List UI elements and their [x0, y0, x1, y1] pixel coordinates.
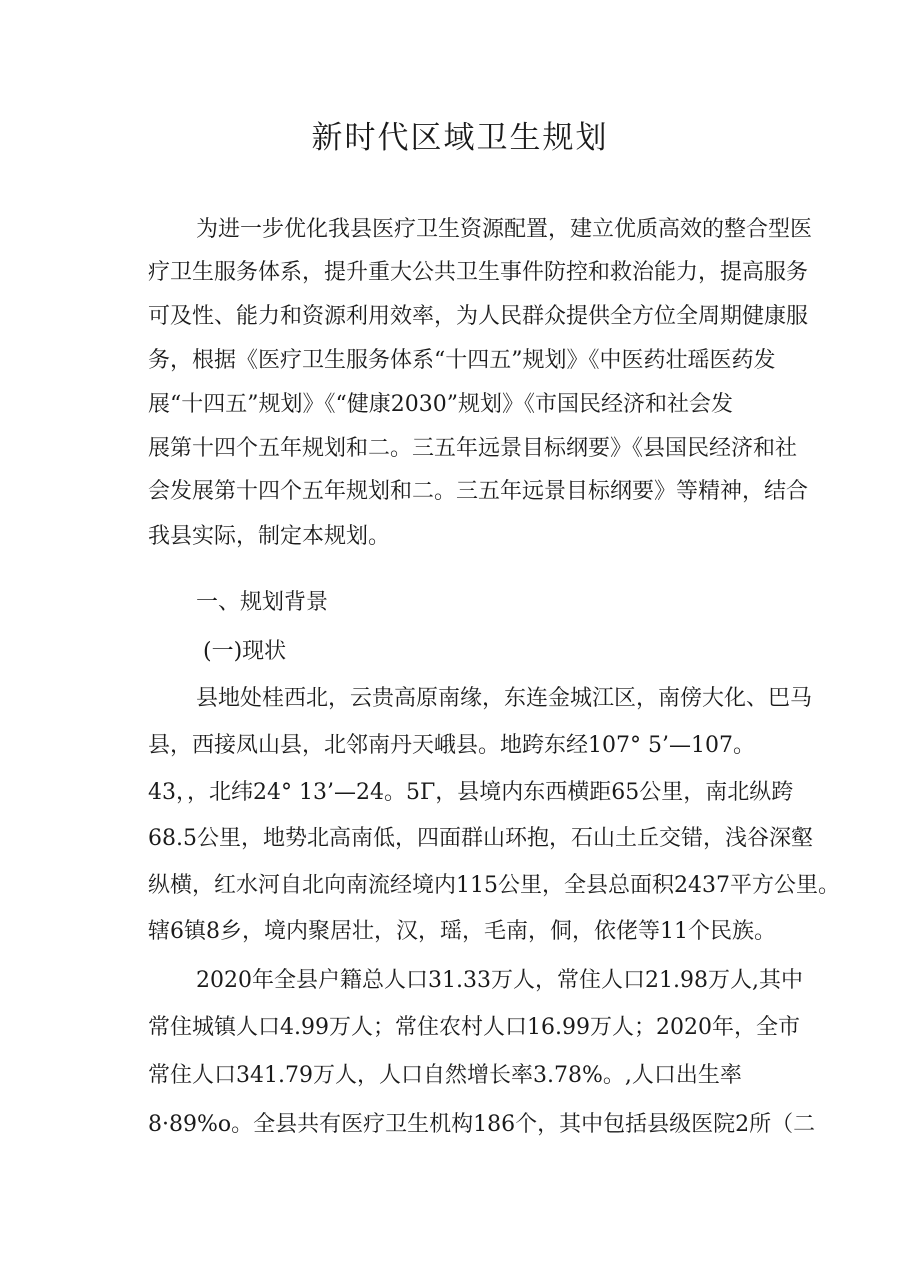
- status-line: 纵横，红水河自北向南流经境内115公里，全县总面积2437平方公里。: [148, 873, 840, 898]
- intro-line: 展第十四个五年规划和二。三五年远景目标纲要》《县国民经济和社: [148, 436, 798, 461]
- intro-line: 展“十四五”规划》《“健康2030”规划》《市国民经济和社会发: [148, 392, 733, 417]
- population-line: 8·89%o。全县共有医疗卫生机构186个，其中包括县级医院2所（二: [148, 1112, 816, 1137]
- intro-line: 我县实际，制定本规划。: [148, 524, 391, 549]
- status-line: 43，，北纬24° 13’—24。5Γ，县境内东西横距65公里，南北纵跨: [148, 780, 794, 805]
- status-line: 县，西接凤山县，北邻南丹天峨县。地跨东经107° 5’—107。: [148, 733, 755, 758]
- intro-line: 可及性、能力和资源利用效率，为人民群众提供全方位全周期健康服: [148, 304, 809, 329]
- status-line: 68.5公里，地势北高南低，四面群山环抱，石山土丘交错，浅谷深壑: [148, 826, 813, 851]
- document-title: 新时代区域卫生规划: [311, 120, 609, 156]
- population-line: 常住人口341.79万人，人口自然增长率3.78%。,人口出生率: [148, 1063, 742, 1088]
- intro-line: 为进一步优化我县医疗卫生资源配置，建立优质高效的整合型医: [196, 217, 813, 242]
- intro-line: 务，根据《医疗卫生服务体系“十四五”规划》《中医药壮瑶医药发: [148, 348, 776, 373]
- intro-line: 会发展第十四个五年规划和二。三五年远景目标纲要》等精神，结合: [148, 479, 809, 504]
- population-line: 常住城镇人口4.99万人；常住农村人口16.99万人；2020年，全市: [148, 1015, 800, 1040]
- status-line: 辖6镇8乡，境内聚居壮，汉，瑶，毛南，侗，依佬等11个民族。: [148, 919, 776, 944]
- subsection-heading: (一)现状: [203, 639, 287, 664]
- status-line: 县地处桂西北，云贵高原南缘，东连金城江区，南傍大化、巴马: [196, 686, 813, 711]
- intro-line: 疗卫生服务体系，提升重大公共卫生事件防控和救治能力，提高服务: [148, 260, 809, 285]
- population-line: 2020年全县户籍总人口31.33万人，常住人口21.98万人,其中: [196, 968, 803, 993]
- section-heading: 一、规划背景: [196, 590, 329, 615]
